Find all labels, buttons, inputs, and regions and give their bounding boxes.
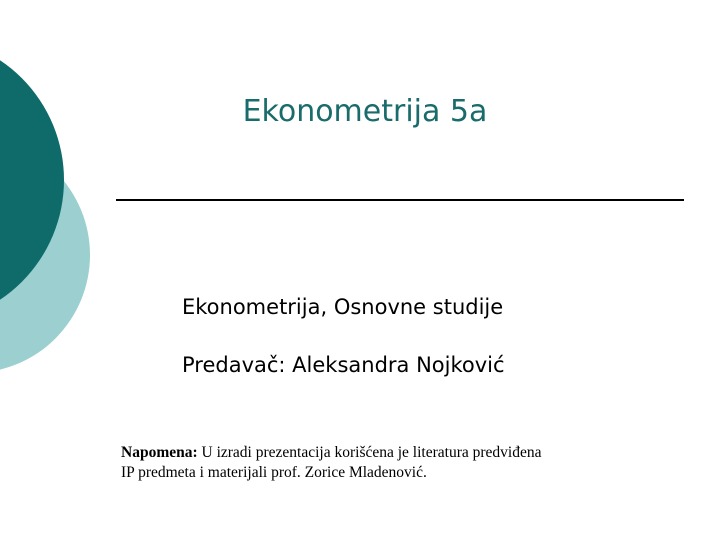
slide-title: Ekonometrija 5a [242,94,488,129]
note [121,443,681,483]
lecturer-subtitle: Predavač: Aleksandra Nojković [182,353,505,377]
course-subtitle: Ekonometrija, Osnovne studije [182,295,504,319]
note-line-2: IP predmeta i materijali prof. Zorice Mladenović. [121,464,427,481]
title-divider [116,199,684,201]
decorative-circles [0,0,120,400]
note-line-1: U izradi prezentacija korišćena je literatura predviđena [201,444,542,461]
note-label: Napomena: [121,444,198,461]
